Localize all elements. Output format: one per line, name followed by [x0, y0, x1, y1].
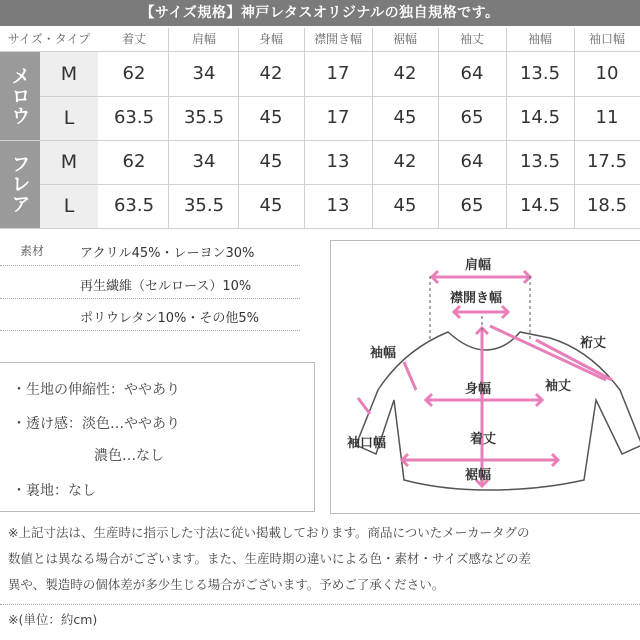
size-value-cell: 17.5	[586, 151, 628, 172]
material-label: 素材	[20, 244, 45, 258]
size-value-cell: 64	[460, 63, 484, 84]
size-value-cell: 62	[122, 63, 146, 84]
banner-title: 【サイズ規格】神戸レタスオリジナルの独自規格です。	[0, 0, 640, 26]
type-label-mellow: メロウ	[0, 52, 40, 140]
diagram-label-cuff: 袖口幅	[347, 436, 387, 451]
size-value-cell: 34	[192, 63, 216, 84]
size-label: L	[40, 96, 98, 140]
divider	[574, 28, 575, 228]
divider	[438, 28, 439, 228]
divider	[0, 140, 640, 141]
size-value-cell: 64	[460, 151, 484, 172]
divider	[0, 265, 300, 266]
header-hem: 裾幅	[392, 32, 417, 46]
type-label-flare: フレア	[0, 140, 40, 228]
size-label: L	[40, 184, 98, 228]
divider	[40, 96, 640, 97]
diagram-label-length: 着丈	[470, 432, 497, 447]
divider	[506, 28, 507, 228]
diagram-label-body-width: 身幅	[465, 382, 492, 397]
size-value-cell: 65	[460, 195, 484, 216]
size-value-cell: 11	[595, 107, 619, 128]
header-sleeve: 袖丈	[459, 32, 484, 46]
header-sleeve-width: 袖幅	[527, 32, 552, 46]
size-label: M	[40, 52, 98, 96]
size-value-cell: 45	[393, 195, 417, 216]
size-value-cell: 35.5	[183, 107, 225, 128]
size-value-cell: 63.5	[113, 195, 155, 216]
size-value-cell: 18.5	[586, 195, 628, 216]
divider	[0, 51, 640, 52]
lining-info: ・裏地：なし	[12, 483, 96, 499]
sheerness-dark: 濃色…なし	[94, 448, 164, 464]
header-length: 着丈	[121, 32, 146, 46]
size-value-cell: 45	[259, 107, 283, 128]
size-value-cell: 13	[326, 195, 350, 216]
diagram-label-shoulder: 肩幅	[465, 258, 492, 273]
size-value-cell: 42	[393, 151, 417, 172]
size-value-cell: 42	[393, 63, 417, 84]
divider	[40, 184, 640, 185]
header-type: サイズ・タイプ	[7, 32, 91, 46]
material-line: 再生繊維（セルロース）10%	[80, 279, 252, 294]
divider	[238, 28, 239, 228]
size-value-cell: 13.5	[519, 63, 561, 84]
diagram-label-neck: 襟開き幅	[450, 291, 503, 306]
stretch-info: ・生地の伸縮性：ややあり	[12, 382, 180, 398]
size-value-cell: 34	[192, 151, 216, 172]
header-shoulder: 肩幅	[191, 32, 216, 46]
note-line: ※上記寸法は、生産時に指示した寸法に従い掲載しております。商品についたメーカータグの	[8, 525, 530, 540]
size-value-cell: 14.5	[519, 107, 561, 128]
note-line: 数値とは異なる場合がございます。また、生産時期の違いによる色・素材・サイズ感などの差	[8, 551, 532, 566]
header-body: 身幅	[258, 32, 283, 46]
header-neck: 襟開き幅	[313, 32, 362, 46]
size-value-cell: 65	[460, 107, 484, 128]
size-value-cell: 14.5	[519, 195, 561, 216]
diagram-label-sleeve: 袖丈	[545, 379, 572, 394]
size-value-cell: 62	[122, 151, 146, 172]
sheerness-info: ・透け感：淡色…ややあり	[12, 416, 180, 432]
diagram-label-sleeve-width: 袖幅	[370, 346, 397, 361]
diagram-label-hem: 裾幅	[465, 468, 492, 483]
divider	[0, 228, 640, 229]
size-value-cell: 45	[259, 151, 283, 172]
size-value-cell: 45	[393, 107, 417, 128]
diagram-label-sleeve-length: 裄丈	[580, 336, 607, 351]
divider	[304, 28, 305, 228]
size-label: M	[40, 140, 98, 184]
divider	[372, 28, 373, 228]
size-value-cell: 13	[326, 151, 350, 172]
divider	[0, 298, 300, 299]
divider	[0, 330, 300, 331]
header-cuff: 袖口幅	[588, 32, 625, 46]
divider	[0, 604, 640, 605]
size-value-cell: 10	[595, 63, 619, 84]
size-value-cell: 13.5	[519, 151, 561, 172]
size-value-cell: 17	[326, 63, 350, 84]
size-value-cell: 63.5	[113, 107, 155, 128]
note-line: 異や、製造時の個体差が多少生じる場合がございます。予めご了承ください。	[8, 577, 445, 592]
size-value-cell: 45	[259, 195, 283, 216]
size-value-cell: 35.5	[183, 195, 225, 216]
unit-note: ※(単位：約cm)	[8, 612, 98, 627]
divider	[168, 28, 169, 228]
material-line: ポリウレタン10%・その他5%	[80, 311, 259, 326]
material-line: アクリル45%・レーヨン30%	[80, 246, 255, 261]
size-value-cell: 42	[259, 63, 283, 84]
size-value-cell: 17	[326, 107, 350, 128]
